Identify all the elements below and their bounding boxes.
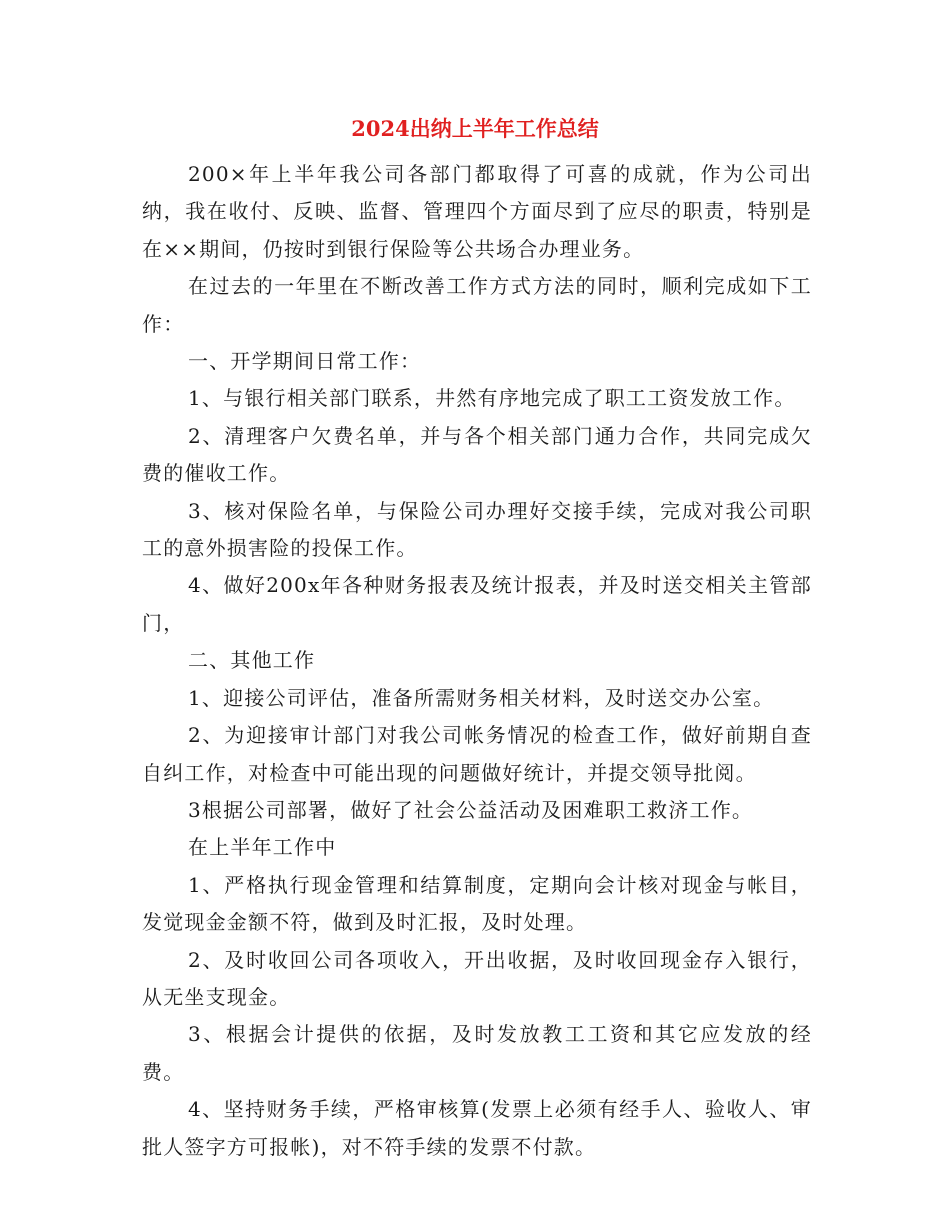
list-item: 1、与银行相关部门联系，井然有序地完成了职工工资发放工作。 [188,386,796,411]
document-body [142,156,812,1166]
list-item: 1、迎接公司评估，准备所需财务相关材料，及时送交办公室。 [188,685,775,710]
list-item: 3、核对保险名单，与保险公司办理好交接手续，完成对我公司职工的意外损害险的投保工作。 [142,498,812,561]
list-item: 3、根据会计提供的依据，及时发放教工工资和其它应发放的经费。 [142,1022,812,1084]
list-item: 2、为迎接审计部门对我公司帐务情况的检查工作，做好前期自查自纠工作，对检查中可能出现的问题做好统计，并提交领导批阅。 [142,723,812,785]
section-heading-first-half: 在上半年工作中 [188,835,337,860]
list-item: 4、做好200x年各种财务报表及统计报表，并及时送交相关主管部门， [142,573,812,635]
section-heading-daily-work: 一、开学期间日常工作： [188,349,422,374]
paragraph-overview: 在过去的一年里在不断改善工作方式方法的同时，顺利完成如下工作： [142,274,812,336]
list-item: 1、严格执行现金管理和结算制度，定期向会计核对现金与帐目，发觉现金金额不符，做到及时汇报，及时处理。 [142,872,812,935]
list-item: 3根据公司部署，做好了社会公益活动及困难职工救济工作。 [188,797,754,822]
paragraph-intro: 200×年上半年我公司各部门都取得了可喜的成就，作为公司出纳，我在收付、反映、监督、管理四个方面尽到了应尽的职责，特别是在××期间，仍按时到银行保险等公共场合办理业务。 [142,162,812,261]
list-item: 4、坚持财务手续，严格审核算(发票上必须有经手人、验收人、审批人签字方可报帐)，对不符手续的发票不付款。 [142,1097,812,1159]
list-item: 2、清理客户欠费名单，并与各个相关部门通力合作，共同完成欠费的催收工作。 [142,423,812,486]
list-item: 2、及时收回公司各项收入，开出收据，及时收回现金存入银行，从无坐支现金。 [142,947,812,1009]
section-heading-other-work: 二、其他工作 [188,648,316,673]
document-title: 2024出纳上半年工作总结 [351,116,599,141]
